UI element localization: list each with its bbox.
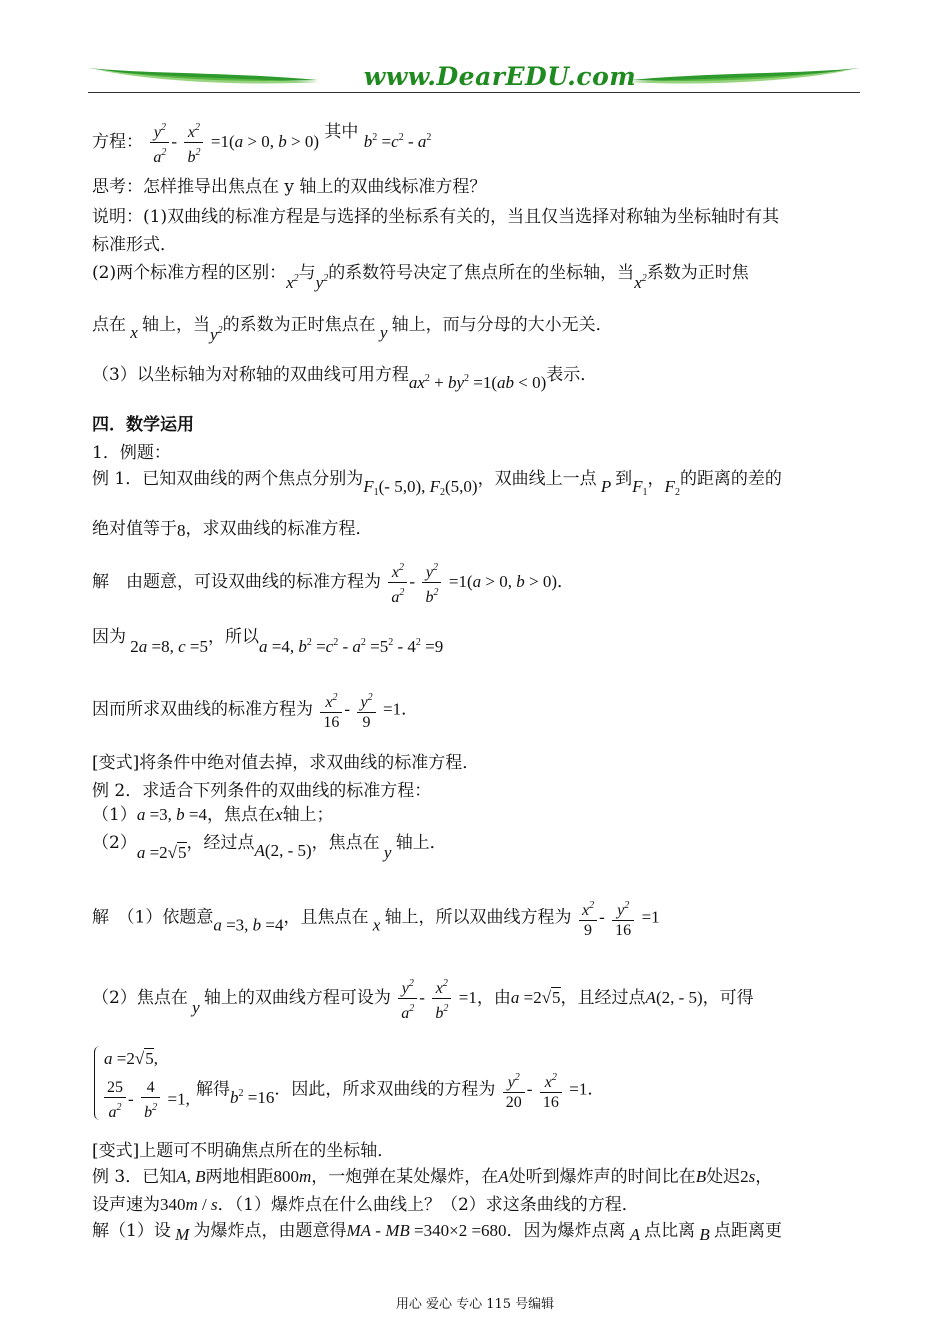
subsection-examples: 1．例题： xyxy=(92,443,171,463)
note-line-2: 标准形式． xyxy=(92,235,177,255)
solution-2-line-3: 解得$b^2 =16$．因此，所求双曲线的方程为 $\frac{y^2}{20}$ - $\frac{x^2}{16}$ =1． xyxy=(196,1068,604,1112)
note-line-1: 说明：(1)双曲线的标准方程是与选择的坐标系有关的，当且仅当选择对称轴为坐标轴时有其 xyxy=(92,207,780,227)
variant-2: [变式]上题可不明确焦点所在的坐标轴． xyxy=(92,1141,395,1161)
page-footer: 用心 爱心 专心 115 号编辑 xyxy=(395,1297,555,1312)
line-equation: 方程： $\frac{y^2}{a^2}$ - $\frac{x^2}{b^2}$ =1(a > 0, b > 0) 其中 $b^2 =c^2 - a^2$ xyxy=(92,118,431,167)
note-line-4: 点在 x 轴上，当$y^2$的系数为正时焦点在 y 轴上，而与分母的大小无关． xyxy=(92,315,613,344)
example-2-cond-1: （1）a =3, b =4，焦点在x轴上； xyxy=(92,805,334,825)
solution-1-line-3: 因而所求双曲线的标准方程为 $\frac{x^2}{16}$ - $\frac{y^2}{9}$ =1． xyxy=(92,688,418,732)
example-2-cond-2: （2）a =2√5，经过点A(2, - 5)，焦点在 y 轴上． xyxy=(92,833,447,862)
think-line: 思考：怎样推导出焦点在 y 轴上的双曲线标准方程？ xyxy=(92,177,487,197)
example-3-line-1: 例 3．已知A, B两地相距800m，一炮弹在某处爆炸，在A处听到爆炸声的时间比在B处迟2s， xyxy=(92,1167,773,1187)
site-header xyxy=(88,60,860,100)
solution-2-line-2: （2）焦点在 y 轴上的双曲线方程可设为 $\frac{y^2}{a^2}$ - $\frac{x^2}{b^2}$ =1，由a =2√5，且经过点A(2, - 5)，可得 xyxy=(92,974,754,1023)
header-rule xyxy=(88,92,860,93)
note-line-5: （3）以坐标轴为对称轴的双曲线可用方程$ax^2 + by^2 =1(ab < 0)$表示． xyxy=(92,365,598,392)
site-logo: www.DearEDU.com xyxy=(363,62,637,91)
note-line-3: (2)两个标准方程的区别：$x^2$与$y^2$的系数符号决定了焦点所在的坐标轴，当$x^2$系数为正时焦 xyxy=(92,263,749,292)
solution-1-line-2: 因为 2a =8, c =5，所以a =4, $b^2 =c^2 - a^2 =5^2 - 4^2 =9$ xyxy=(92,627,444,656)
solution-2-line-1: 解 （1）依题意a =3, b =4，且焦点在 x 轴上，所以双曲线方程为 $\frac{x^2}{9}$ - $\frac{y^2}{16}$ =1 xyxy=(92,896,660,940)
variant-1: [变式]将条件中绝对值去掉，求双曲线的标准方程． xyxy=(92,753,480,773)
system-eq-2: $\frac{25}{a^2}$ - $\frac{4}{b^2}$ =1, xyxy=(102,1078,190,1122)
example-1-line-2: 绝对值等于8，求双曲线的标准方程． xyxy=(92,519,373,540)
example-2: 例 2．求适合下列条件的双曲线的标准方程： xyxy=(92,781,432,801)
solution-3-line-1: 解（1）设 M 为爆炸点，由题意得MA - MB =340×2 =680．因为爆炸点离 A 点比离 B 点距离更 xyxy=(92,1221,782,1244)
example-3-line-2: 设声速为340m / s．（1）爆炸点在什么曲线上？（2）求这条曲线的方程． xyxy=(92,1195,639,1215)
solution-1-line-1: 解 由题意，可设双曲线的标准方程为 $\frac{x^2}{a^2}$ - $\frac{y^2}{b^2}$ =1(a > 0, b > 0)． xyxy=(92,558,574,607)
system-eq-1: a =2√5, xyxy=(104,1049,158,1068)
section-heading: 四．数学运用 xyxy=(92,415,194,435)
example-1-line-1: 例 1．已知双曲线的两个焦点分别为$F_1(-$ 5,0), $F_2(5,0)$，双曲线上一点 P 到$F_1$，$F_2$的距离的差的 xyxy=(92,469,782,498)
